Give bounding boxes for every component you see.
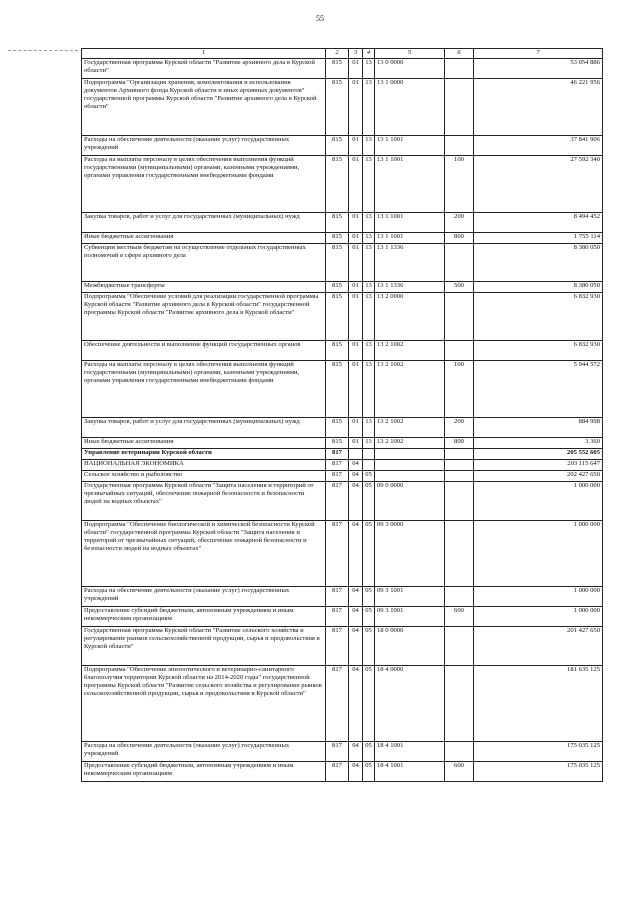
cell-c6 bbox=[445, 59, 474, 79]
cell-c5: 13 1 1001 bbox=[375, 136, 445, 156]
row-label: Предоставление субсидий бюджетным, автономным учреждениям и иным некоммерческим организациям bbox=[82, 607, 326, 627]
cell-c2: 817 bbox=[326, 449, 349, 460]
cell-c2: 817 bbox=[326, 666, 349, 742]
cell-c6 bbox=[445, 341, 474, 361]
cell-c2: 817 bbox=[326, 471, 349, 482]
cell-c7: 181 635 125 bbox=[474, 666, 603, 742]
cell-c3: 04 bbox=[349, 482, 363, 521]
cell-c3: 01 bbox=[349, 244, 363, 282]
cell-c7: 3 360 bbox=[474, 438, 603, 449]
cell-c7: 1 000 000 bbox=[474, 587, 603, 607]
cell-c5: 13 1 1001 bbox=[375, 156, 445, 213]
cell-c4: 13 bbox=[363, 438, 375, 449]
cell-c3: 01 bbox=[349, 233, 363, 244]
table-row bbox=[82, 156, 603, 213]
table-row bbox=[82, 418, 603, 438]
cell-c2: 817 bbox=[326, 482, 349, 521]
cell-c3: 01 bbox=[349, 136, 363, 156]
table-row bbox=[82, 449, 603, 460]
cell-c5: 13 1 1001 bbox=[375, 233, 445, 244]
cell-c7: 1 000 000 bbox=[474, 607, 603, 627]
cell-c7: 27 592 340 bbox=[474, 156, 603, 213]
cell-c6 bbox=[445, 471, 474, 482]
row-label: Иные бюджетные ассигнования bbox=[82, 233, 326, 244]
cell-c4: 05 bbox=[363, 587, 375, 607]
cell-c2: 815 bbox=[326, 293, 349, 341]
cell-c5: 18 4 1001 bbox=[375, 742, 445, 762]
cell-c6: 100 bbox=[445, 156, 474, 213]
cell-c4: 05 bbox=[363, 521, 375, 587]
cell-c3: 04 bbox=[349, 762, 363, 782]
cell-c2: 817 bbox=[326, 627, 349, 666]
cell-c3: 04 bbox=[349, 627, 363, 666]
table-header-row bbox=[82, 49, 603, 59]
cell-c6 bbox=[445, 587, 474, 607]
cell-c6 bbox=[445, 136, 474, 156]
row-label: Расходы на обеспечение деятельности (оказание услуг) государственных учреждений bbox=[82, 136, 326, 156]
cell-c5 bbox=[375, 471, 445, 482]
cell-c3: 01 bbox=[349, 293, 363, 341]
cell-c2: 817 bbox=[326, 587, 349, 607]
cell-c5: 13 1 1001 bbox=[375, 213, 445, 233]
table-row bbox=[82, 521, 603, 587]
cell-c4: 05 bbox=[363, 482, 375, 521]
cell-c4: 13 bbox=[363, 233, 375, 244]
cell-c2: 815 bbox=[326, 59, 349, 79]
cell-c3: 04 bbox=[349, 666, 363, 742]
row-label: Сельское хозяйство и рыболовство bbox=[82, 471, 326, 482]
table-row bbox=[82, 587, 603, 607]
cell-c4: 13 bbox=[363, 282, 375, 293]
cell-c6: 500 bbox=[445, 282, 474, 293]
table-row bbox=[82, 341, 603, 361]
budget-table bbox=[81, 48, 603, 782]
row-label: Управление ветеринарии Курской области bbox=[82, 449, 326, 460]
cell-c5: 13 1 1336 bbox=[375, 282, 445, 293]
cell-c5: 13 1 0000 bbox=[375, 79, 445, 136]
cell-c5: 13 2 1002 bbox=[375, 418, 445, 438]
cell-c4: 05 bbox=[363, 742, 375, 762]
cell-c5: 09 3 1001 bbox=[375, 607, 445, 627]
header-cell: 1 bbox=[82, 49, 326, 59]
cell-c6 bbox=[445, 521, 474, 587]
table-row bbox=[82, 666, 603, 742]
cell-c2: 815 bbox=[326, 213, 349, 233]
cell-c3: 01 bbox=[349, 341, 363, 361]
cell-c3: 04 bbox=[349, 742, 363, 762]
cell-c5: 09 3 0000 bbox=[375, 521, 445, 587]
table-row bbox=[82, 361, 603, 418]
cell-c4: 13 bbox=[363, 213, 375, 233]
cell-c6: 100 bbox=[445, 361, 474, 418]
cell-c7: 884 998 bbox=[474, 418, 603, 438]
cell-c4: 13 bbox=[363, 136, 375, 156]
cell-c5: 13 2 1002 bbox=[375, 341, 445, 361]
cell-c5: 13 2 1002 bbox=[375, 438, 445, 449]
cell-c6 bbox=[445, 79, 474, 136]
cell-c4: 05 bbox=[363, 666, 375, 742]
row-label: Расходы на обеспечение деятельности (оказание услуг) государственных учреждений bbox=[82, 587, 326, 607]
table-row bbox=[82, 244, 603, 282]
row-label: Иные бюджетные ассигнования bbox=[82, 438, 326, 449]
header-cell: 6 bbox=[445, 49, 474, 59]
cell-c2: 817 bbox=[326, 460, 349, 471]
cell-c7: 5 944 572 bbox=[474, 361, 603, 418]
table-row bbox=[82, 607, 603, 627]
cell-c2: 815 bbox=[326, 418, 349, 438]
cell-c2: 815 bbox=[326, 79, 349, 136]
row-label: Подпрограмма "Обеспечение биологической и химической безопасности Курской области" государственной программы Курской области "Защита населения и территорий от чрезвычайных ситуаций, обеспечение пожарной безопасности и безопасности людей на водных объектах" bbox=[82, 521, 326, 587]
cell-c3: 01 bbox=[349, 438, 363, 449]
cell-c6 bbox=[445, 293, 474, 341]
row-label: Предоставление субсидий бюджетным, автономным учреждениям и иным некоммерческим организациям bbox=[82, 762, 326, 782]
cell-c2: 815 bbox=[326, 244, 349, 282]
row-label: Обеспечение деятельности и выполнение функций государственных органов bbox=[82, 341, 326, 361]
table-row bbox=[82, 460, 603, 471]
row-label: НАЦИОНАЛЬНАЯ ЭКОНОМИКА bbox=[82, 460, 326, 471]
table-row bbox=[82, 438, 603, 449]
row-label: Государственная программа Курской области "Развитие сельского хозяйства и регулирование рынков сельскохозяйственной продукции, сырья и продовольствия в Курской области" bbox=[82, 627, 326, 666]
header-cell: 2 bbox=[326, 49, 349, 59]
cell-c2: 817 bbox=[326, 762, 349, 782]
cell-c3: 01 bbox=[349, 59, 363, 79]
table-row bbox=[82, 213, 603, 233]
cell-c7: 6 832 930 bbox=[474, 293, 603, 341]
cell-c2: 817 bbox=[326, 742, 349, 762]
cell-c7: 1 000 000 bbox=[474, 482, 603, 521]
cell-c7: 6 832 930 bbox=[474, 341, 603, 361]
page-number: 55 bbox=[316, 14, 324, 23]
cell-c6: 600 bbox=[445, 762, 474, 782]
cell-c5 bbox=[375, 460, 445, 471]
cell-c3: 04 bbox=[349, 471, 363, 482]
cell-c7: 8 380 050 bbox=[474, 282, 603, 293]
table-row bbox=[82, 59, 603, 79]
table-row bbox=[82, 233, 603, 244]
row-label: Подпрограмма "Обеспечение условий для реализации государственной программы Курской области "Развитие архивного дела в Курской области" государственной программы Курской области "Развитие архивного дела в Курской области" bbox=[82, 293, 326, 341]
cell-c4: 13 bbox=[363, 156, 375, 213]
row-label: Расходы на выплаты персоналу в целях обеспечения выполнения функций государственными (муниципальными) органами, казенными учреждениями, органами управления государственными внебюджетными фондами bbox=[82, 361, 326, 418]
cell-c6 bbox=[445, 627, 474, 666]
cell-c5: 18 4 1001 bbox=[375, 762, 445, 782]
margin-dash-line bbox=[8, 50, 78, 51]
cell-c5 bbox=[375, 449, 445, 460]
cell-c3: 04 bbox=[349, 587, 363, 607]
cell-c2: 815 bbox=[326, 233, 349, 244]
cell-c7: 203 115 647 bbox=[474, 460, 603, 471]
table-row bbox=[82, 293, 603, 341]
header-cell: 5 bbox=[375, 49, 445, 59]
cell-c3: 01 bbox=[349, 79, 363, 136]
cell-c3: 01 bbox=[349, 213, 363, 233]
table-row bbox=[82, 762, 603, 782]
cell-c5: 13 1 1336 bbox=[375, 244, 445, 282]
cell-c7: 46 221 956 bbox=[474, 79, 603, 136]
cell-c4: 05 bbox=[363, 627, 375, 666]
cell-c4: 13 bbox=[363, 361, 375, 418]
cell-c6 bbox=[445, 482, 474, 521]
row-label: Расходы на выплаты персоналу в целях обеспечения выполнения функций государственными (муниципальными) органами, казенными учреждениями, органами управления государственными внебюджетными фондами bbox=[82, 156, 326, 213]
cell-c6: 600 bbox=[445, 607, 474, 627]
cell-c5: 18 4 0000 bbox=[375, 666, 445, 742]
cell-c4: 13 bbox=[363, 418, 375, 438]
header-cell: 4 bbox=[363, 49, 375, 59]
cell-c5: 13 2 0000 bbox=[375, 293, 445, 341]
cell-c7: 1 755 114 bbox=[474, 233, 603, 244]
table-row bbox=[82, 742, 603, 762]
cell-c3: 01 bbox=[349, 156, 363, 213]
table-row bbox=[82, 136, 603, 156]
cell-c6: 800 bbox=[445, 233, 474, 244]
cell-c3: 01 bbox=[349, 282, 363, 293]
cell-c5: 09 0 0000 bbox=[375, 482, 445, 521]
cell-c4: 05 bbox=[363, 471, 375, 482]
cell-c2: 815 bbox=[326, 438, 349, 449]
cell-c2: 815 bbox=[326, 361, 349, 418]
cell-c7: 8 380 050 bbox=[474, 244, 603, 282]
cell-c6: 200 bbox=[445, 418, 474, 438]
row-label: Расходы на обеспечение деятельности (оказание услуг) государственных учреждений bbox=[82, 742, 326, 762]
cell-c2: 815 bbox=[326, 341, 349, 361]
cell-c7: 202 427 650 bbox=[474, 471, 603, 482]
cell-c2: 817 bbox=[326, 607, 349, 627]
cell-c6: 800 bbox=[445, 438, 474, 449]
cell-c6 bbox=[445, 666, 474, 742]
table-row bbox=[82, 79, 603, 136]
cell-c3: 01 bbox=[349, 418, 363, 438]
table-row bbox=[82, 282, 603, 293]
row-label: Субвенции местным бюджетам на осуществление отдельных государственных полномочий в сфере архивного дела bbox=[82, 244, 326, 282]
cell-c2: 815 bbox=[326, 156, 349, 213]
cell-c2: 815 bbox=[326, 136, 349, 156]
cell-c4: 13 bbox=[363, 293, 375, 341]
cell-c4: 13 bbox=[363, 244, 375, 282]
cell-c6 bbox=[445, 244, 474, 282]
table-row bbox=[82, 482, 603, 521]
row-label: Подпрограмма "Обеспечение эпизоотического и ветеринарно-санитарного благополучия территории Курской области на 2014-2020 годы" государственной программы Курской области "Развитие сельского хозяйства и регулирование рынков сельскохозяйственной продукции, сырья и продовольствия в Курской области" bbox=[82, 666, 326, 742]
cell-c4: 13 bbox=[363, 341, 375, 361]
cell-c3: 04 bbox=[349, 521, 363, 587]
cell-c7: 175 035 125 bbox=[474, 742, 603, 762]
table-row bbox=[82, 471, 603, 482]
cell-c4 bbox=[363, 460, 375, 471]
cell-c7: 8 494 452 bbox=[474, 213, 603, 233]
row-label: Подпрограмма "Организация хранения, комплектования и использования документов Архивного фонда Курской области и иных архивных документов" государственной программы Курской области "Развитие архивного дела в Курской области" bbox=[82, 79, 326, 136]
cell-c5: 13 2 1002 bbox=[375, 361, 445, 418]
cell-c6 bbox=[445, 449, 474, 460]
row-label: Закупка товаров, работ и услуг для государственных (муниципальных) нужд bbox=[82, 418, 326, 438]
row-label: Межбюджетные трансферты bbox=[82, 282, 326, 293]
header-cell: 7 bbox=[474, 49, 603, 59]
cell-c6: 200 bbox=[445, 213, 474, 233]
cell-c7: 1 000 000 bbox=[474, 521, 603, 587]
cell-c7: 205 552 605 bbox=[474, 449, 603, 460]
cell-c6 bbox=[445, 460, 474, 471]
cell-c5: 09 3 1001 bbox=[375, 587, 445, 607]
cell-c4: 05 bbox=[363, 607, 375, 627]
cell-c6 bbox=[445, 742, 474, 762]
cell-c7: 201 427 650 bbox=[474, 627, 603, 666]
cell-c5: 18 0 0000 bbox=[375, 627, 445, 666]
cell-c3 bbox=[349, 449, 363, 460]
cell-c3: 04 bbox=[349, 607, 363, 627]
cell-c7: 175 035 125 bbox=[474, 762, 603, 782]
cell-c4: 05 bbox=[363, 762, 375, 782]
cell-c3: 04 bbox=[349, 460, 363, 471]
cell-c3: 01 bbox=[349, 361, 363, 418]
cell-c5: 13 0 0000 bbox=[375, 59, 445, 79]
cell-c4: 13 bbox=[363, 59, 375, 79]
cell-c7: 53 054 886 bbox=[474, 59, 603, 79]
header-cell: 3 bbox=[349, 49, 363, 59]
cell-c4: 13 bbox=[363, 79, 375, 136]
table-row bbox=[82, 627, 603, 666]
row-label: Государственная программа Курской области "Защита населения и территорий от чрезвычайных ситуаций, обеспечение пожарной безопасности и безопасности людей на водных объектах" bbox=[82, 482, 326, 521]
cell-c2: 815 bbox=[326, 282, 349, 293]
cell-c2: 817 bbox=[326, 521, 349, 587]
cell-c4 bbox=[363, 449, 375, 460]
cell-c7: 37 841 906 bbox=[474, 136, 603, 156]
row-label: Государственная программа Курской области "Развитие архивного дела в Курской области" bbox=[82, 59, 326, 79]
row-label: Закупка товаров, работ и услуг для государственных (муниципальных) нужд bbox=[82, 213, 326, 233]
table-body bbox=[82, 59, 603, 782]
